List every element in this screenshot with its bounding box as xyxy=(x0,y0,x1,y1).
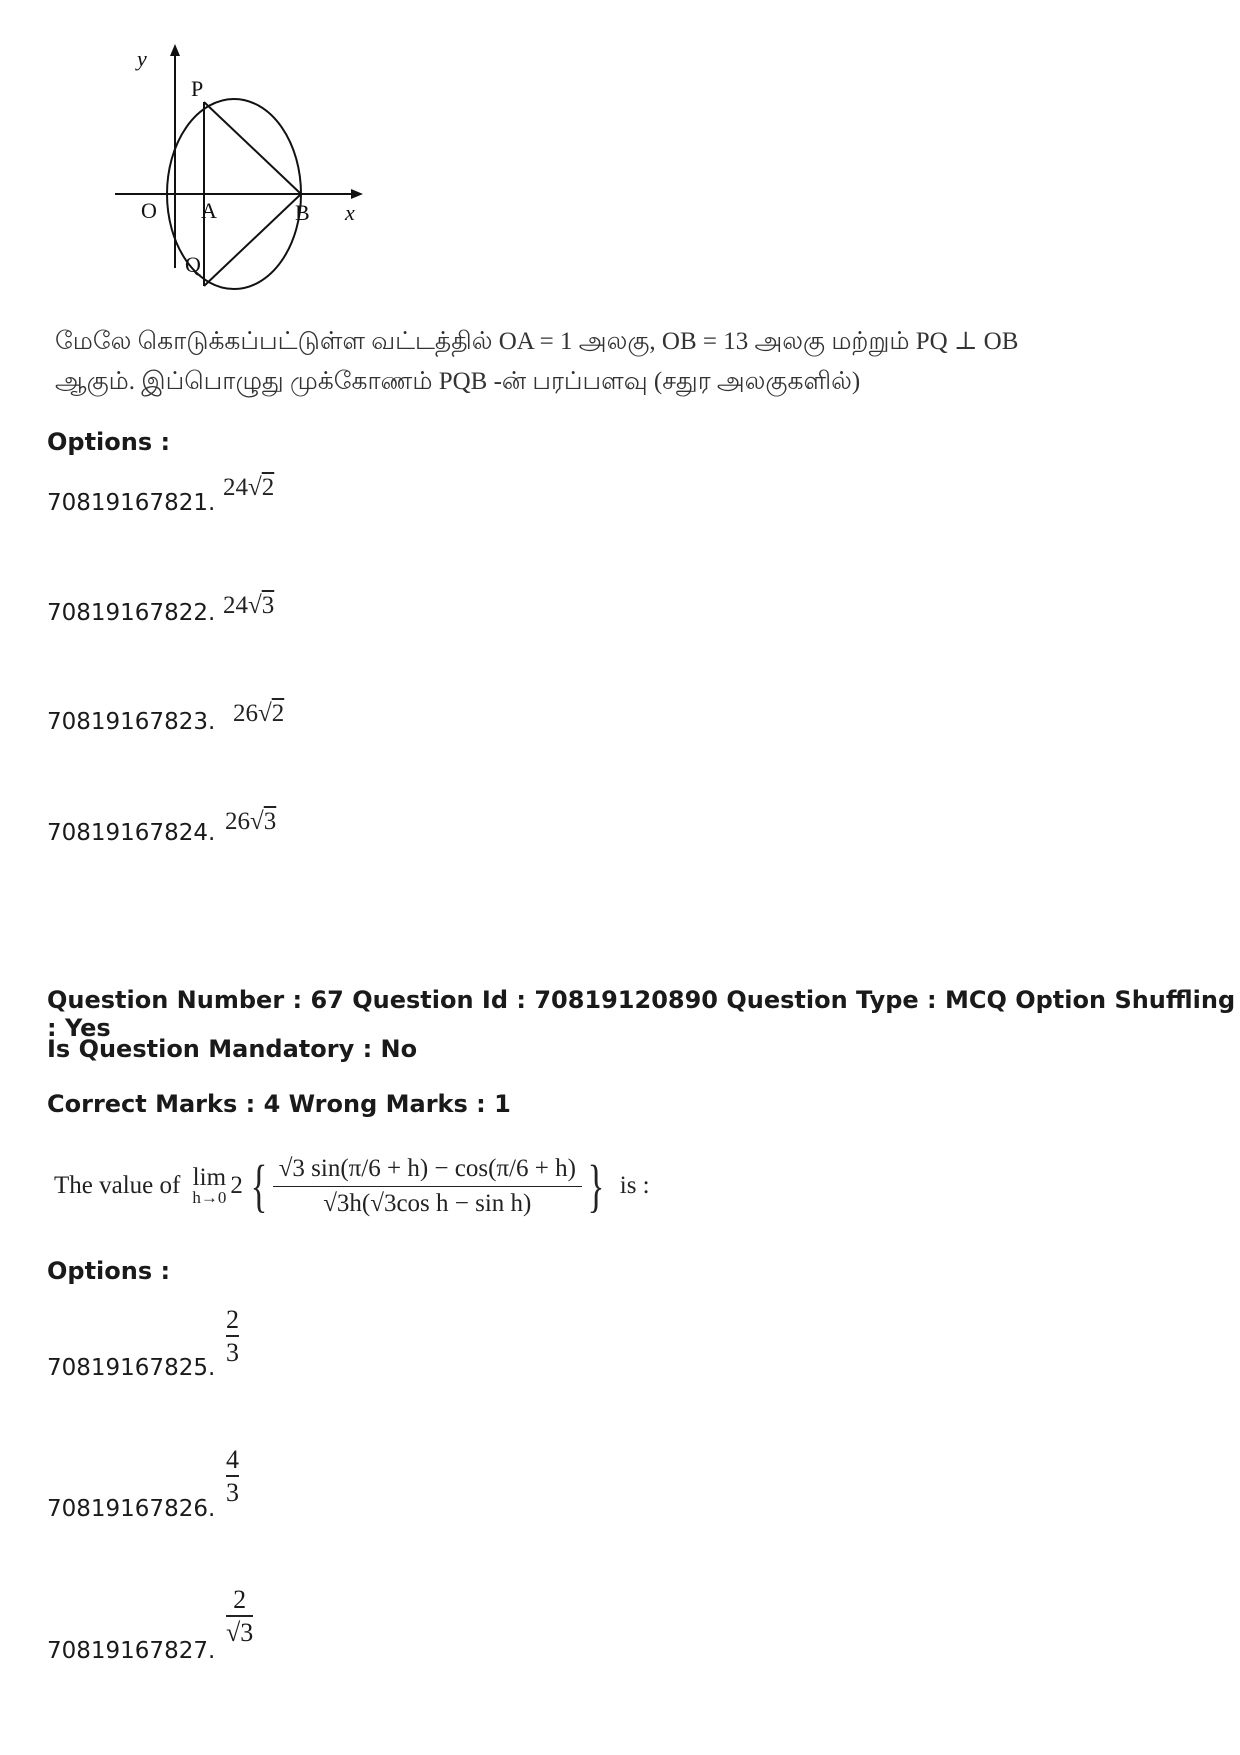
option-value: 24√3 xyxy=(223,592,275,619)
option-coef: 24 xyxy=(223,474,248,501)
option-radicand: 3 xyxy=(263,808,277,835)
expr-lim-sub: h→0 xyxy=(192,1188,227,1207)
label-a: A xyxy=(201,198,217,223)
option-value: 26√3 xyxy=(225,808,277,835)
option-radicand: 2 xyxy=(271,700,285,727)
option-id: 70819167821. xyxy=(47,490,216,516)
label-y: y xyxy=(137,46,147,71)
options-label: Options : xyxy=(47,428,171,456)
label-p: P xyxy=(191,76,204,101)
option-numerator: 2 xyxy=(233,1585,247,1614)
option-radicand: 3 xyxy=(261,592,275,619)
question-67-header: Question Number : 67 Question Id : 70819120890 Question Type : MCQ Option Shuffling : Yes xyxy=(47,986,1236,1042)
option-id: 70819167822. xyxy=(47,600,216,626)
option-id: 70819167824. xyxy=(47,820,216,846)
label-q: Q xyxy=(185,252,201,277)
question-66-text-line2: ஆகும். இப்பொழுது முக்கோணம் PQB -ன் பரப்பளவு (சதுர அலகுகளில்) xyxy=(55,368,861,395)
option-denominator: √3 xyxy=(226,1618,254,1648)
option-fraction xyxy=(226,1306,239,1367)
option-id: 70819167825. xyxy=(47,1355,216,1381)
option-numerator: 2 xyxy=(226,1305,239,1334)
circle-diagram xyxy=(95,40,415,300)
option-id: 70819167827. xyxy=(47,1638,216,1664)
option-fraction xyxy=(226,1446,239,1507)
expr-suffix: is : xyxy=(619,1172,650,1199)
option-numerator: 4 xyxy=(226,1445,239,1474)
expr-numerator: √3 sin(π/6 + h) − cos(π/6 + h) xyxy=(278,1154,576,1182)
option-id: 70819167823. xyxy=(47,709,216,735)
option-coef: 26 xyxy=(233,700,258,727)
question-67-marks: Correct Marks : 4 Wrong Marks : 1 xyxy=(47,1090,511,1118)
question-66-text-line1: மேலே கொடுக்கப்பட்டுள்ள வட்டத்தில் OA = 1 அலகு, OB = 13 அலகு மற்றும் PQ ⊥ OB xyxy=(55,328,1019,355)
question-67-expression: The value of lim h→0 2 { √3 sin(π/6 + h) − cos(π/6 + h) √3h(√3cos h − sin h) } is : xyxy=(54,1153,650,1218)
option-value: 26√2 xyxy=(233,700,285,727)
options-label: Options : xyxy=(47,1257,171,1285)
expr-prefix: The value of xyxy=(54,1172,181,1199)
expr-denominator: √3h(√3cos h − sin h) xyxy=(323,1189,532,1217)
expr-lim: lim xyxy=(192,1164,227,1191)
option-denominator: 3 xyxy=(226,1338,239,1368)
expr-coef: 2 xyxy=(230,1172,243,1199)
option-denominator: 3 xyxy=(226,1478,239,1508)
label-o: O xyxy=(141,198,157,223)
option-fraction xyxy=(226,1586,253,1647)
question-67-mandatory: Is Question Mandatory : No xyxy=(47,1035,418,1063)
label-x: x xyxy=(345,200,355,225)
option-coef: 24 xyxy=(223,592,248,619)
option-value: 24√2 xyxy=(223,474,275,501)
option-id: 70819167826. xyxy=(47,1496,216,1522)
option-radicand: 2 xyxy=(261,474,275,501)
option-coef: 26 xyxy=(225,808,250,835)
label-b: B xyxy=(295,200,310,225)
